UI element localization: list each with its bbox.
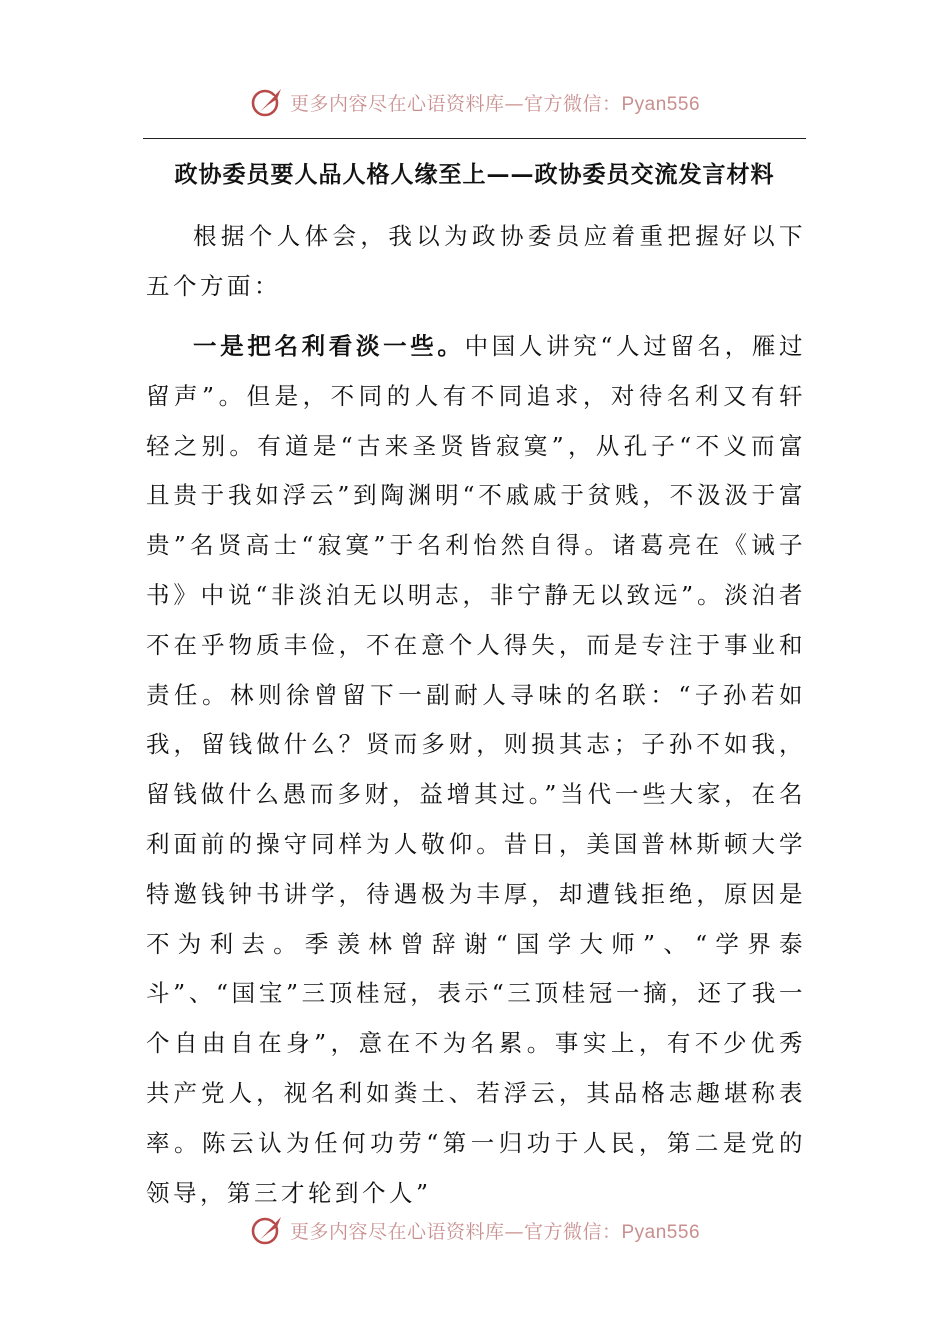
point-one-body: 中国人讲究“人过留名，雁过留声”。但是，不同的人有不同追求，对待名利又有轩轻之别。有道是“古来圣贤皆寂寞”，从孔子“不义而富且贵于我如浮云”到陶渊明“不戚戚于贫贱，不汲汲于富贵”名贤高士“寂寞”于名利怡然自得。诸葛亮在《诫子书》中说“非淡泊无以明志，非宁静无以致远”。淡泊者不在乎物质丰俭，不在意个人得失，而是专注于事业和责任。林则徐曾留下一副耐人寻味的名联：“子孙若如我，留钱做什么？贤而多财，则损其志；子孙不如我，留钱做什么愚而多财，益增其过。”当代一些大家，在名利面前的操守同样为人敬仰。昔日，美国普林斯顿大学特邀钱钟书讲学，待遇极为丰厚，却遭钱拒绝，原因是不为利去。季羡林曾辞谢“国学大师”、“学界泰斗”、“国宝”三顶桂冠，表示“三顶桂冠一摘，还了我一个自由自在身”，意在不为名累。事实上，有不少优秀共产党人，视名利如粪土、若浮云，其品格志趣堪称表率。陈云认为任何功劳“第一归功于人民，第二是党的领导，第三才轮到个人” [146,332,807,1207]
point-one-paragraph [146,322,806,1218]
quill-logo-icon [250,85,284,119]
watermark-label: 更多内容尽在心语资料库—官方微信： [289,1220,622,1243]
watermark-wechat-id: Pyan556 [621,93,701,115]
footer-watermark [0,1210,950,1250]
watermark-text [290,89,700,116]
watermark-wechat-id: Pyan556 [621,1221,701,1243]
document-title: 政协委员要人品人格人缘至上——政协委员交流发言材料 [174,161,775,188]
header-watermark [0,82,950,122]
point-one-lead: 一是把名利看淡一些。 [193,332,465,360]
quill-logo-icon [250,1213,284,1247]
header-divider [143,138,806,139]
watermark-label: 更多内容尽在心语资料库—官方微信： [289,92,622,115]
watermark-text [290,1217,700,1244]
intro-paragraph: 根据个人体会，我以为政协委员应着重把握好以下五个方面： [146,222,806,300]
